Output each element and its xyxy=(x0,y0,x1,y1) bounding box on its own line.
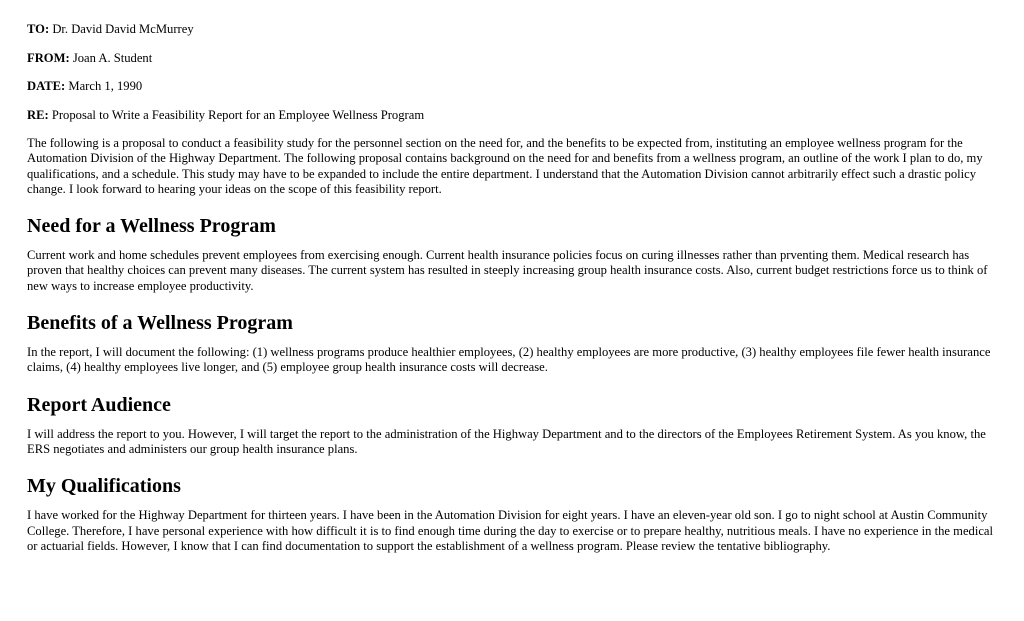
to-value: Dr. David David McMurrey xyxy=(49,22,194,36)
memo-date-line xyxy=(27,79,998,94)
section-text-need: Current work and home schedules prevent employees from exercising enough. Current health insurance policies focus on curing illnesses rather than prventing them. Medical research has proven that healthy choices can prevent many diseases. The current system has resulted in steeply increasing group health insurance costs. Also, current budget restrictions force us to think of new ways to increase employee productivity. xyxy=(27,248,988,293)
memo-to-line xyxy=(27,22,998,37)
section-heading-qualifications: My Qualifications xyxy=(27,475,181,498)
from-label: FROM: xyxy=(27,50,70,65)
section-heading-audience: Report Audience xyxy=(27,393,171,416)
memo-from-line xyxy=(27,51,998,66)
re-label: RE: xyxy=(27,107,49,122)
memo-re-line xyxy=(27,108,998,123)
re-value: Proposal to Write a Feasibility Report for an Employee Wellness Program xyxy=(48,107,425,122)
intro-paragraph: The following is a proposal to conduct a feasibility study for the personnel section on the need for, and the benefits to be expected from, instituting an employee wellness program for the Automation Division of the Highway Department. The following proposal contains background on the need for and benefits from a wellness program, an outline of the work I plan to do, my qualifications, and a schedule. This study may have to be expanded to include the entire department. I understand that the Automation Division cannot arbitrarily effect such a drastic policy change. I look forward to hearing your ideas on the scope of this feasibility report. xyxy=(27,136,983,196)
section-heading-need: Need for a Wellness Program xyxy=(27,215,276,238)
from-value: Joan A. Student xyxy=(69,50,153,65)
section-text-qualifications: I have worked for the Highway Department for thirteen years. I have been in the Automation Division for eight years. I have an eleven-year old son. I go to night school at Austin Community College. Therefore, I have personal experience with how difficult it is to find enough time during the day to exercise or to prepare healthy, nutritious meals. I have no experience in the medical or actuarial fields. However, I know that I can find documentation to support the establishment of a wellness program. Please review the tentative bibliography. xyxy=(27,508,994,553)
section-heading-benefits: Benefits of a Wellness Program xyxy=(27,312,293,335)
to-label: TO: xyxy=(27,22,50,36)
date-value: March 1, 1990 xyxy=(65,79,143,93)
date-label: DATE: xyxy=(27,79,66,93)
section-text-audience: I will address the report to you. However, I will target the report to the administration of the Highway Department and to the directors of the Employees Retirement System. As you know, the ERS negotiates and administers our group health insurance plans. xyxy=(27,426,986,456)
section-text-benefits: In the report, I will document the following: (1) wellness programs produce healthier employees, (2) healthy employees are more productive, (3) healthy employees file fewer health insurance claims, (4) healthy employees live longer, and (5) employee group health insurance costs will decrease. xyxy=(27,345,991,375)
